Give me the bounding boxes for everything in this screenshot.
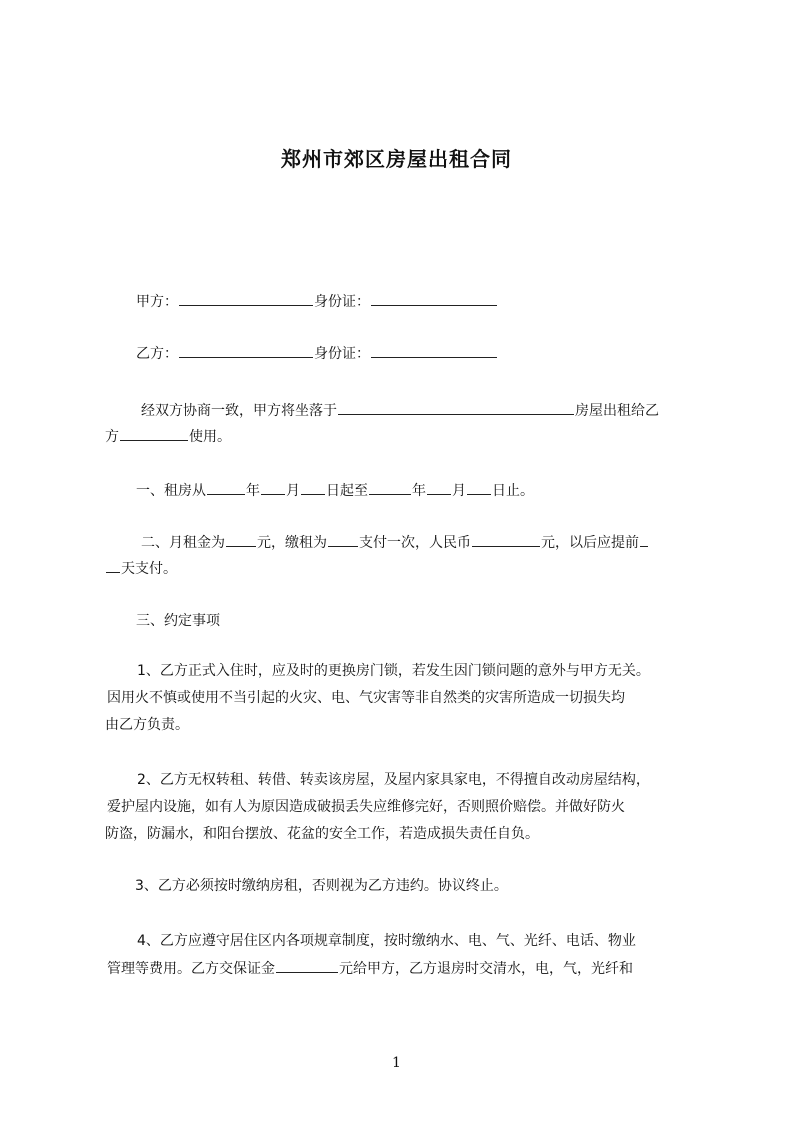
rmb-amount-blank[interactable]	[472, 532, 540, 547]
start-day-blank[interactable]	[301, 480, 325, 495]
start-year-blank[interactable]	[207, 480, 245, 495]
payment-period-blank[interactable]	[328, 532, 358, 547]
item-1-line-1: 1、乙方正式入住时，应及时的更换房门锁，若发生因门锁问题的意外与甲方无关。	[137, 663, 650, 679]
advance-days-blank-b[interactable]	[106, 558, 120, 573]
monthly-rent-blank[interactable]	[226, 532, 256, 547]
intro-text-2: 房屋出租给乙	[575, 403, 659, 419]
s1-text-month: 月	[286, 483, 300, 499]
s1-text-year-2: 年	[412, 483, 426, 499]
advance-days-blank-a[interactable]	[640, 532, 648, 547]
s2-text-advance: 元，以后应提前	[541, 535, 639, 551]
item-1-line-2: 因用火不慎或使用不当引起的火灾、电、气灾害等非自然类的灾害所造成一切损失均	[107, 690, 625, 706]
section-3-heading: 三、约定事项	[136, 613, 220, 629]
item-4-line-2	[107, 958, 633, 979]
end-day-blank[interactable]	[467, 480, 491, 495]
party-b-id-label: 身份证：	[314, 346, 370, 362]
s2-text-rmb: 支付一次，人民币	[359, 535, 471, 551]
section-2-rent-line-1	[141, 532, 649, 553]
intro-line-1	[141, 400, 659, 421]
s1-text-end: 日止。	[492, 483, 534, 499]
section-1-lease-term	[136, 480, 534, 501]
item-4-text-a: 管理等费用。乙方交保证金	[107, 961, 275, 977]
party-a-id-label: 身份证：	[314, 294, 370, 310]
document-title: 郑州市郊区房屋出租合同	[281, 147, 512, 171]
item-3-line-1: 3、乙方必须按时缴纳房租，否则视为乙方违约。协议终止。	[135, 878, 508, 894]
s1-text-year: 年	[246, 483, 260, 499]
intro-text-1: 经双方协商一致，甲方将坐落于	[141, 403, 337, 419]
intro-text-4: 使用。	[189, 429, 231, 445]
party-a-name-blank[interactable]	[179, 291, 313, 306]
party-b-line	[136, 343, 498, 364]
end-year-blank[interactable]	[369, 480, 411, 495]
s1-text-month-2: 月	[452, 483, 466, 499]
property-location-blank[interactable]	[338, 400, 574, 415]
start-month-blank[interactable]	[261, 480, 285, 495]
item-2-line-3: 防盗，防漏水，和阳台摆放、花盆的安全工作，若造成损失责任自负。	[105, 826, 539, 842]
s1-text-from: 一、租房从	[136, 483, 206, 499]
page-number: 1	[392, 1055, 401, 1071]
item-2-line-1: 2、乙方无权转租、转借、转卖该房屋，及屋内家具家电，不得擅自改动房屋结构，	[137, 772, 650, 788]
deposit-amount-blank[interactable]	[276, 958, 338, 973]
section-2-rent-line-2	[105, 558, 177, 579]
s2-text-payment: 元，缴租为	[257, 535, 327, 551]
party-b-label: 乙方：	[136, 346, 178, 362]
item-4-line-1: 4、乙方应遵守居住区内各项规章制度，按时缴纳水、电、气、光纤、电话、物业	[137, 933, 636, 949]
item-1-line-3: 由乙方负责。	[105, 717, 189, 733]
end-month-blank[interactable]	[427, 480, 451, 495]
item-4-text-b: 元给甲方，乙方退房时交清水，电，气，光纤和	[339, 961, 633, 977]
party-b-id-blank[interactable]	[371, 343, 497, 358]
party-a-line	[136, 291, 498, 312]
s1-text-to: 日起至	[326, 483, 368, 499]
party-b-name-blank[interactable]	[179, 343, 313, 358]
item-2-line-2: 爱护屋内设施，如有人为原因造成破损丢失应维修完好，否则照价赔偿。并做好防火	[107, 799, 625, 815]
intro-line-2	[105, 426, 231, 447]
usage-blank[interactable]	[120, 426, 188, 441]
s2-text-rent: 二、月租金为	[141, 535, 225, 551]
s2-text-days: 天支付。	[121, 561, 177, 577]
intro-text-3: 方	[105, 429, 119, 445]
party-a-id-blank[interactable]	[371, 291, 497, 306]
party-a-label: 甲方：	[136, 294, 178, 310]
